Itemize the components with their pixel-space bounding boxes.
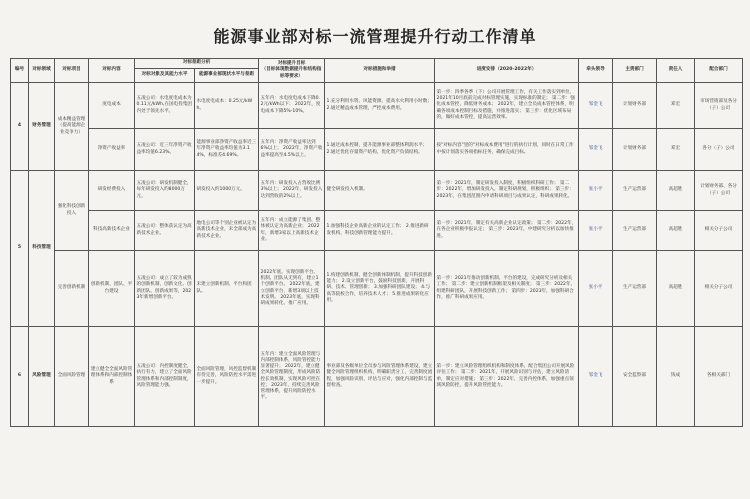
document-title: 能源事业部对标一流管理提升行动工作清单: [213, 27, 537, 46]
row-item: 强化科技创新投入: [55, 171, 89, 251]
row-target: 五年内：净资产收益率达到6%以上； 2022年，净资产收益率提高至4.5%以上。: [259, 129, 325, 171]
header-measures: 对标措施和举措: [325, 59, 435, 83]
row-content: 度电成本: [89, 83, 135, 129]
row-coop: 相关分子公司: [695, 211, 743, 251]
row-gap: 研发投入约1000万元。: [195, 171, 259, 211]
row-measures: 事业部及各级单位全员参与风险管理体系建设，建立健全风险管理组织机构，明确职责分工，完善制度流程，加强风险识别、评估与应对，强化内部控制与监督检查。: [325, 327, 435, 427]
row-self-level: 五凌公司：内控制度健全，执行有力，建立了全面风险管理体系和内部控制制度，风险管理能力强。: [135, 327, 195, 427]
row-gap: 地电公司等个别企业被认定为高新技术企业，未全部成为高新技术企业。: [195, 211, 259, 251]
row-content: 净资产收益率: [89, 129, 135, 171]
header-gap: 能源事业部现状水平与差距: [195, 69, 259, 83]
header-content: 对标内容: [89, 59, 135, 83]
table-row: [11, 129, 743, 171]
header-dept: 主责部门: [613, 59, 657, 83]
work-list-table: [10, 58, 743, 427]
row-schedule: 第一步：2021年，制定研发投入制度，积极组织科研工作； 第二步：2022年，增加研发投入，制定科研规划，积极组织； 第三步：2023年，在集团范围内申请科研项目与成果认定，科研成果转化。: [435, 171, 579, 211]
row-item: 成本精益管理（提高能源企业竞争力）: [55, 83, 89, 171]
row-no: 4: [11, 83, 29, 171]
row-content: 研发经费投入: [89, 171, 135, 211]
row-dept: 计划财务部: [613, 129, 657, 171]
table-row: [11, 251, 743, 327]
header-schedule: 进度安排（2020-2022年）: [435, 59, 579, 83]
row-person: 高超胜: [657, 211, 695, 251]
table-row: [11, 171, 743, 211]
row-person: 高超胜: [657, 171, 695, 211]
row-target: 五年内：水电度电成本下降0.2元/kWh以下； 2022年，度电成本下降5%-10%。: [259, 83, 325, 129]
row-coop: 相关分子公司: [695, 251, 743, 327]
row-schedule: 第一步：建立风险管理组织机构和制度体系，配合集团公司开展风险评估工作； 第二步：2021年，开展风险识别与评估，建立风险清单，制定应对措施； 第三步：2022年，完善内控体系，加强重点领域风险防控，提升风险管控能力。: [435, 327, 579, 427]
row-schedule: 第一步：2021年，制定有关高新企业认定政策； 第二步：2022年，在各企业积极申报认定； 第三步：2023年，中建研究分析以加快推进。: [435, 211, 579, 251]
row-coop: 各相关部门: [695, 327, 743, 427]
row-schedule: 按"对标内容"里的"对标成本费用"进行的执行计划，同时在日常工作中按计划落实各项指标任务，确保完成目标。: [435, 129, 579, 171]
row-item: 完善创新机制: [55, 251, 89, 327]
row-gap: 水电度电成本：0.25元/kWh。: [195, 83, 259, 129]
row-gap: 未建立创新机制、平台和团队。: [195, 251, 259, 327]
row-coop: 计划财务部、各分（子）公司: [695, 171, 743, 211]
row-lead: 张小平: [579, 211, 613, 251]
row-self-level: 五凌公司：研发机制健全，每年研发投入约8000万元。: [135, 171, 195, 211]
row-measures: 1.充分利用水资、风能资源，提高水火利用小时数； 2.通过精益成本管理，严控成本费用。: [325, 83, 435, 129]
row-target: 五年内：建立全面风险管理与内部控制体系，风险管控能力显著提升； 2022年，建立健全风险管理制度，形成风险防控长效机制，实现风险可控在控； 2023年，持续完善风险管理体系，提升风险防控水平。: [259, 327, 325, 427]
header-self-level: 对标对象及其能力水平: [135, 69, 195, 83]
row-measures: 1.构建创新机制，健全创新体制机制，提升科技创新能力； 2.设立创新平台，鼓励科技创新，开展科研、技术、管理创新； 3.加强科研团队建设； 4.与高等院校合作，培养技术人才； 5.推进成果转化应用。: [325, 251, 435, 327]
row-self-level: 五凌公司：整体获认定为高新技术企业。: [135, 211, 195, 251]
row-self-level: 五凌公司：近三年净资产收益率均值6.23%。: [135, 129, 195, 171]
header-coop: 配合部门: [695, 59, 743, 83]
row-lead: 邹金飞: [579, 327, 613, 427]
row-item: 全面风险管理: [55, 327, 89, 427]
table-row: [11, 83, 743, 129]
row-content: 创新机制、团队、平台建设: [89, 251, 135, 327]
row-target: 2022年底，实现创新平台、机制、团队从无到有，建立1个创新平台。 2022年底，建立创新平台，新增3项以上技术发明。 2023年底，实现科研成果转化、推广应用。: [259, 251, 325, 327]
row-coop: 市场营销部及各分（子）公司: [695, 83, 743, 129]
row-domain: 风险管理: [29, 327, 55, 427]
row-self-level: 五凌公司：成立了较为成熟的创新机制，创新文化、创新团队、创新成果等，2023年新增创新平台。: [135, 251, 195, 327]
row-content: 建立健全全面风险管理体系和内部控制体系: [89, 327, 135, 427]
row-measures: 1.加强科技企业高新企业的认定工作； 2.推进新研发机构，科技创新管理能力提升。: [325, 211, 435, 251]
header-target: 对标提升目标 （目标体现数据提升和结构指标等要求）: [259, 59, 325, 83]
row-lead: 张小平: [579, 251, 613, 327]
row-person: 邓宏: [657, 83, 695, 129]
row-no: 5: [11, 171, 29, 327]
row-dept: 计划财务部: [613, 83, 657, 129]
row-self-level: 五凌公司：水电度电成本为0.11元/kWh,在国电投集团内处于领先水平。: [135, 83, 195, 129]
row-lead: 邹金飞: [579, 129, 613, 171]
row-no: 6: [11, 327, 29, 427]
header-domain: 对标领域: [29, 59, 55, 83]
header-item: 对标项目: [55, 59, 89, 83]
row-gap: 全面风险管理，风控监督机制有待完善，风险防控水平需进一步提升。: [195, 327, 259, 427]
row-person: 钱成: [657, 327, 695, 427]
row-person: 邓宏: [657, 129, 695, 171]
row-target: 五年内：研发投入占营收比例3%以上； 2022年，研发投入达到营收的2%以上。: [259, 171, 325, 211]
row-domain: 科技管理: [29, 171, 55, 327]
row-lead: 邹金飞: [579, 83, 613, 129]
row-dept: 安全监察部: [613, 327, 657, 427]
row-dept: 生产运营部: [613, 211, 657, 251]
row-dept: 生产运营部: [613, 251, 657, 327]
row-dept: 生产运营部: [613, 171, 657, 211]
header-lead: 牵头领导: [579, 59, 613, 83]
row-target: 五年内：成立能源了集团、整体被认定为高新企业； 2022年，新增3家以上高新技术企业。: [259, 211, 325, 251]
row-measures: 1.通过成本控制，提升能源事业部整体利润水平； 2.通过优化存量资产结构，优化资产负债结构。: [325, 129, 435, 171]
header-no: 编号: [11, 59, 29, 83]
row-coop: 各分（子）公司: [695, 129, 743, 171]
row-person: 高超胜: [657, 251, 695, 327]
row-gap: 能源事业部净资产收益率近三年净资产收益率均值为3.14%，标准差4.69%。: [195, 129, 259, 171]
row-schedule: 第一步：2021年推动创新机制、平台的建设，完成研究分析及相关工作； 第二步：建立创新机制框架及相关制度； 第三步：2022年，组建科研团队，开展科技创新工作； 第四步：2023年，加强科研合作，推广科研成果应用。: [435, 251, 579, 327]
table-row: [11, 211, 743, 251]
header-analysis: 对标差距分析: [135, 59, 259, 69]
row-measures: 健全研发投入机制。: [325, 171, 435, 211]
row-domain: 财务管理: [29, 83, 55, 171]
table-row: [11, 327, 743, 427]
header-person: 责任人: [657, 59, 695, 83]
row-lead: 张小平: [579, 171, 613, 211]
row-schedule: 第一步：四季各季（下）公司开展管理工作，有关工作落实到单位，2021年10月底前完成对标管理实施，实现标准的制定； 第二步：强化成本管控，降低财务成本； 2022年，建立全员成本管控体系，明确各项成本控制目标及措施，并推进落实； 第三步：优化区域布局的，做好成本管控，提高运营效率。: [435, 83, 579, 129]
row-content: 科技高新技术企业: [89, 211, 135, 251]
